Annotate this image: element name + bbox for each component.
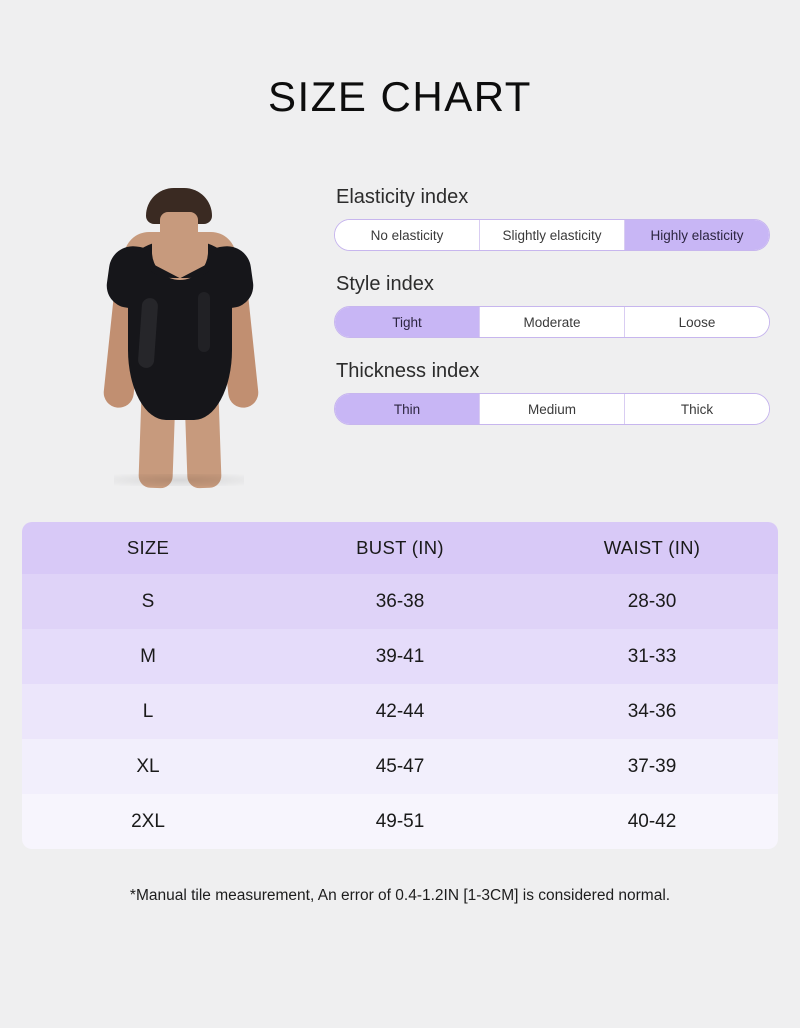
- table-row: [22, 629, 778, 684]
- thickness-option-thin[interactable]: Thin: [335, 394, 480, 424]
- header-bust: BUST (IN): [356, 537, 444, 559]
- cell-size: 2XL: [131, 810, 165, 832]
- cell-waist: 28-30: [627, 590, 677, 612]
- thickness-option-thick[interactable]: Thick: [625, 394, 769, 424]
- style-option-tight[interactable]: Tight: [335, 307, 480, 337]
- cell-size: XL: [136, 755, 160, 777]
- cell-bust: 36-38: [375, 590, 425, 612]
- cell-size: M: [140, 645, 156, 667]
- top-section: [0, 146, 800, 488]
- table-header-row: [22, 522, 778, 574]
- cell-bust: 39-41: [375, 645, 425, 667]
- table-row: [22, 794, 778, 849]
- elasticity-option-slightly[interactable]: Slightly elasticity: [480, 220, 625, 250]
- thickness-index-block: [334, 360, 770, 425]
- style-option-moderate[interactable]: Moderate: [480, 307, 625, 337]
- cell-waist: 40-42: [627, 810, 677, 832]
- elasticity-index-label: Elasticity index: [336, 186, 469, 209]
- index-column: [328, 182, 770, 488]
- cell-bust: 49-51: [375, 810, 425, 832]
- style-index-label: Style index: [336, 273, 434, 296]
- elasticity-option-no[interactable]: No elasticity: [335, 220, 480, 250]
- cell-bust: 45-47: [375, 755, 425, 777]
- page-title: SIZE CHART: [268, 73, 532, 121]
- fabric-highlight-right: [198, 292, 210, 352]
- elasticity-index-block: [334, 186, 770, 251]
- style-index-block: [334, 273, 770, 338]
- header-waist: WAIST (IN): [603, 537, 701, 559]
- cell-size: S: [141, 590, 155, 612]
- table-row: [22, 574, 778, 629]
- style-index-bar: [334, 306, 770, 338]
- style-option-loose[interactable]: Loose: [625, 307, 769, 337]
- cell-waist: 31-33: [627, 645, 677, 667]
- size-chart-page: [0, 28, 800, 1028]
- size-table: [22, 522, 778, 849]
- thickness-index-bar: [334, 393, 770, 425]
- table-row: [22, 684, 778, 739]
- thickness-option-medium[interactable]: Medium: [480, 394, 625, 424]
- thickness-index-label: Thickness index: [336, 360, 480, 383]
- header-size: SIZE: [126, 537, 170, 559]
- product-image: [74, 188, 284, 488]
- cell-waist: 37-39: [627, 755, 677, 777]
- cell-bust: 42-44: [375, 700, 425, 722]
- table-row: [22, 739, 778, 794]
- cell-size: L: [142, 700, 154, 722]
- model-shadow: [114, 474, 244, 486]
- measurement-footnote: *Manual tile measurement, An error of 0.4-1.2IN [1-3CM] is considered normal.: [129, 887, 671, 905]
- product-image-column: [30, 182, 328, 488]
- cell-waist: 34-36: [627, 700, 677, 722]
- elasticity-option-highly[interactable]: Highly elasticity: [625, 220, 769, 250]
- elasticity-index-bar: [334, 219, 770, 251]
